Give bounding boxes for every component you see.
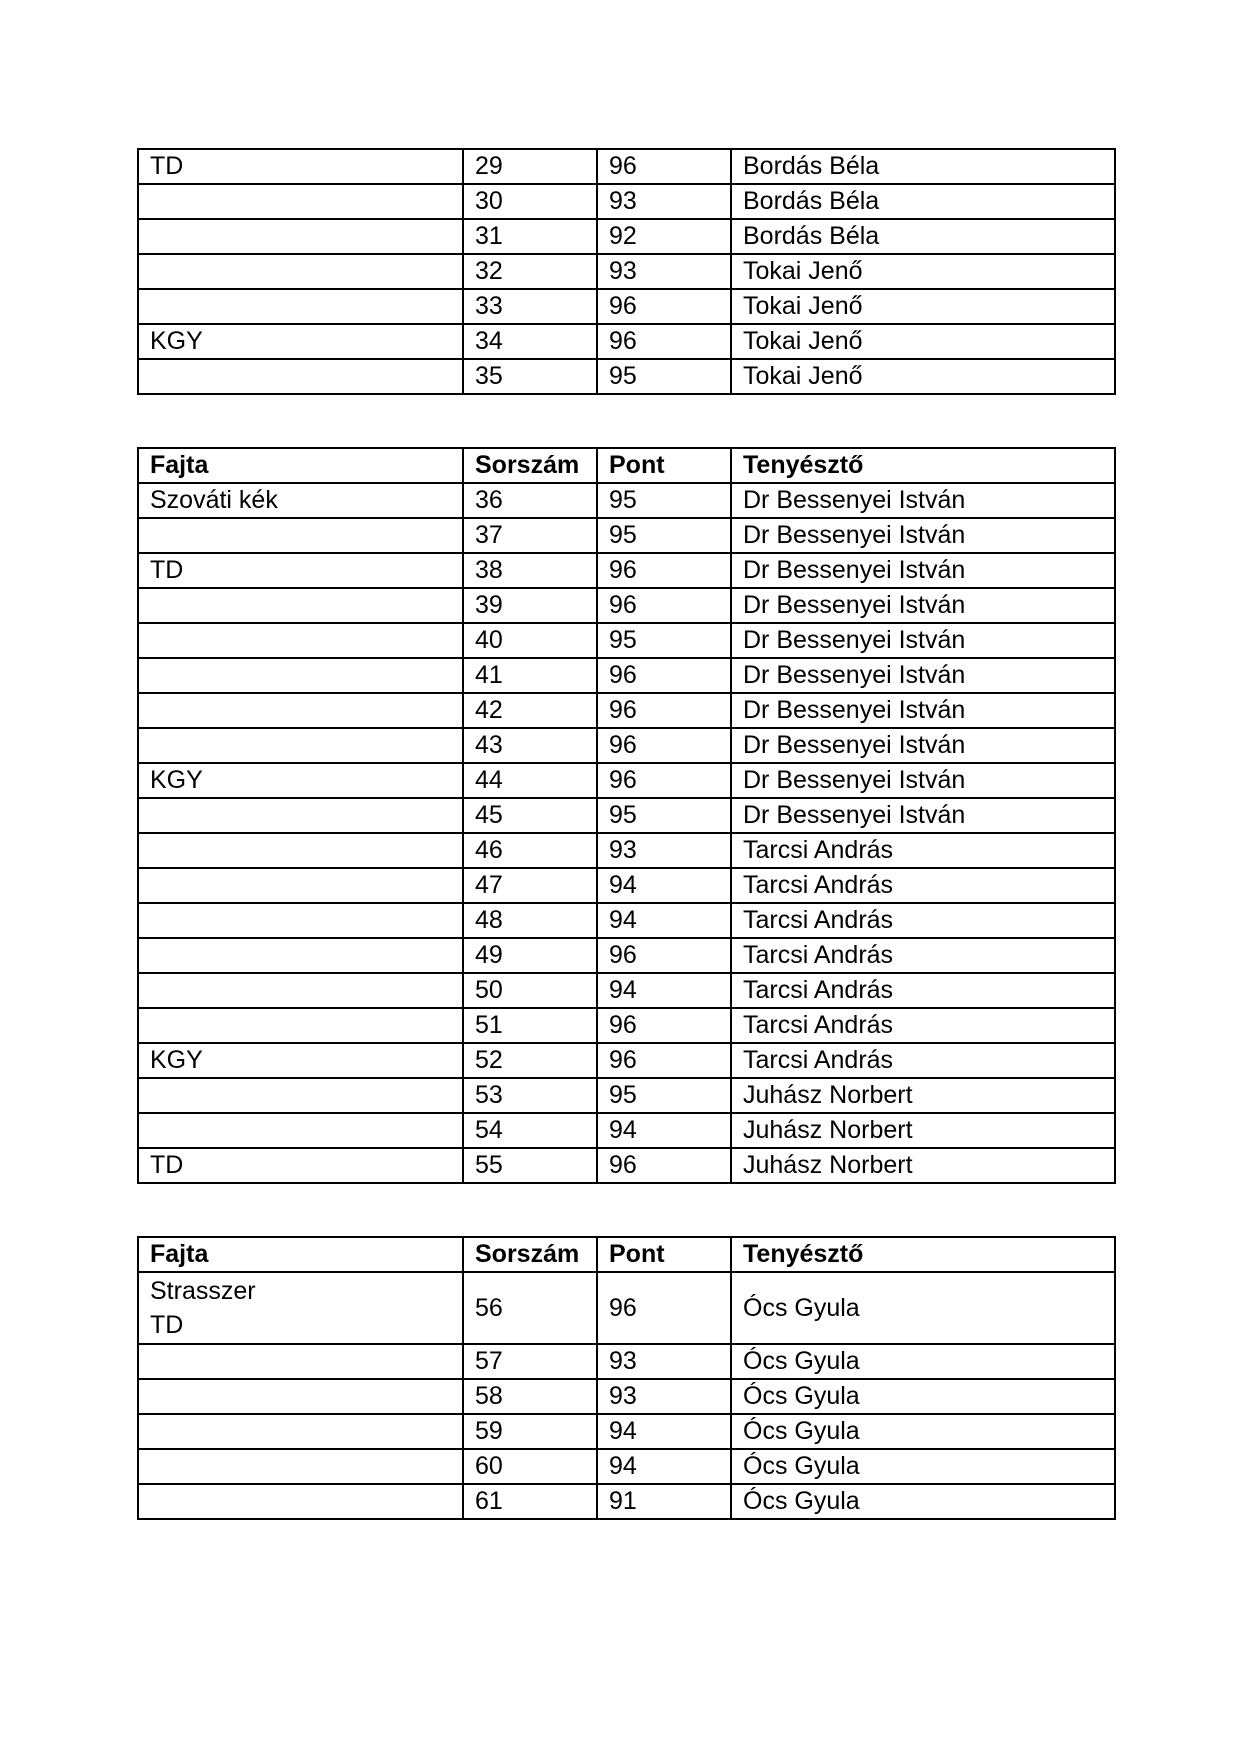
- cell-tenyeszto: Dr Bessenyei István: [731, 588, 1115, 623]
- cell-tenyeszto: Tarcsi András: [731, 1008, 1115, 1043]
- header-pont: Pont: [597, 1237, 731, 1272]
- cell-fajta: [138, 1344, 463, 1379]
- cell-fajta: [138, 518, 463, 553]
- cell-tenyeszto: Dr Bessenyei István: [731, 798, 1115, 833]
- cell-pont: 96: [597, 553, 731, 588]
- table-row: [138, 1008, 1115, 1043]
- cell-sorszam: 38: [463, 553, 597, 588]
- cell-tenyeszto: Bordás Béla: [731, 184, 1115, 219]
- cell-fajta: [138, 1113, 463, 1148]
- cell-tenyeszto: Juhász Norbert: [731, 1113, 1115, 1148]
- cell-fajta: [138, 1008, 463, 1043]
- cell-pont: 96: [597, 763, 731, 798]
- cell-fajta: [138, 289, 463, 324]
- cell-fajta: [138, 623, 463, 658]
- cell-fajta: [138, 219, 463, 254]
- cell-sorszam: 49: [463, 938, 597, 973]
- cell-tenyeszto: Tokai Jenő: [731, 254, 1115, 289]
- table-1-body: [138, 149, 1115, 394]
- cell-tenyeszto: Tokai Jenő: [731, 359, 1115, 394]
- cell-pont: 96: [597, 693, 731, 728]
- cell-sorszam: 61: [463, 1484, 597, 1519]
- table-row: [138, 658, 1115, 693]
- table-row: [138, 149, 1115, 184]
- cell-fajta: [138, 693, 463, 728]
- table-row: [138, 1078, 1115, 1113]
- table-row: [138, 1272, 1115, 1344]
- cell-sorszam: 55: [463, 1148, 597, 1183]
- table-row: [138, 359, 1115, 394]
- cell-sorszam: 53: [463, 1078, 597, 1113]
- table-row: [138, 184, 1115, 219]
- table-row: [138, 973, 1115, 1008]
- table-row: [138, 588, 1115, 623]
- table-row: [138, 833, 1115, 868]
- cell-fajta: [138, 1272, 463, 1344]
- cell-sorszam: 35: [463, 359, 597, 394]
- cell-sorszam: 48: [463, 903, 597, 938]
- cell-fajta: [138, 1379, 463, 1414]
- cell-pont: 93: [597, 833, 731, 868]
- cell-fajta: [138, 1484, 463, 1519]
- cell-pont: 92: [597, 219, 731, 254]
- cell-tenyeszto: Juhász Norbert: [731, 1148, 1115, 1183]
- table-spacer: [137, 1184, 1114, 1236]
- cell-fajta: KGY: [138, 1043, 463, 1078]
- cell-sorszam: 54: [463, 1113, 597, 1148]
- cell-tenyeszto: Ócs Gyula: [731, 1272, 1115, 1344]
- cell-pont: 95: [597, 483, 731, 518]
- cell-fajta: TD: [138, 1148, 463, 1183]
- table-row: [138, 1344, 1115, 1379]
- cell-fajta: [138, 798, 463, 833]
- header-fajta: Fajta: [138, 1237, 463, 1272]
- cell-pont: 94: [597, 1449, 731, 1484]
- table-row: [138, 903, 1115, 938]
- cell-sorszam: 30: [463, 184, 597, 219]
- cell-sorszam: 44: [463, 763, 597, 798]
- cell-pont: 96: [597, 324, 731, 359]
- cell-sorszam: 33: [463, 289, 597, 324]
- cell-fajta: [138, 254, 463, 289]
- cell-sorszam: 40: [463, 623, 597, 658]
- header-sorszam: Sorszám: [463, 448, 597, 483]
- table-3-body-rest: [138, 1344, 1115, 1519]
- cell-sorszam: 29: [463, 149, 597, 184]
- cell-fajta: Szováti kék: [138, 483, 463, 518]
- cell-fajta: KGY: [138, 324, 463, 359]
- cell-pont: 96: [597, 588, 731, 623]
- table-row: [138, 1113, 1115, 1148]
- header-fajta: Fajta: [138, 448, 463, 483]
- cell-tenyeszto: Tokai Jenő: [731, 289, 1115, 324]
- cell-tenyeszto: Tarcsi András: [731, 903, 1115, 938]
- cell-pont: 96: [597, 149, 731, 184]
- cell-tenyeszto: Dr Bessenyei István: [731, 693, 1115, 728]
- table-spacer: [137, 395, 1114, 447]
- cell-fajta: [138, 868, 463, 903]
- cell-fajta: [138, 1414, 463, 1449]
- cell-sorszam: 32: [463, 254, 597, 289]
- cell-pont: 96: [597, 1008, 731, 1043]
- cell-pont: 94: [597, 973, 731, 1008]
- cell-sorszam: 47: [463, 868, 597, 903]
- cell-pont: 95: [597, 798, 731, 833]
- cell-sorszam: 50: [463, 973, 597, 1008]
- cell-tenyeszto: Dr Bessenyei István: [731, 763, 1115, 798]
- breed-mark: TD: [150, 1311, 184, 1339]
- cell-pont: 93: [597, 184, 731, 219]
- cell-fajta: [138, 658, 463, 693]
- document-page: [137, 148, 1114, 1520]
- cell-pont: 96: [597, 728, 731, 763]
- cell-fajta: [138, 184, 463, 219]
- cell-tenyeszto: Tarcsi András: [731, 1043, 1115, 1078]
- cell-sorszam: 57: [463, 1344, 597, 1379]
- cell-sorszam: 60: [463, 1449, 597, 1484]
- table-row: [138, 1043, 1115, 1078]
- table-row: [138, 623, 1115, 658]
- cell-tenyeszto: Tarcsi András: [731, 938, 1115, 973]
- table-row: [138, 868, 1115, 903]
- breed-name: Strasszer: [150, 1277, 256, 1305]
- cell-pont: 96: [597, 1272, 731, 1344]
- cell-tenyeszto: Tarcsi András: [731, 833, 1115, 868]
- table-row: [138, 798, 1115, 833]
- cell-sorszam: 39: [463, 588, 597, 623]
- table-row: [138, 1484, 1115, 1519]
- cell-sorszam: 36: [463, 483, 597, 518]
- cell-sorszam: 45: [463, 798, 597, 833]
- cell-tenyeszto: Tokai Jenő: [731, 324, 1115, 359]
- header-pont: Pont: [597, 448, 731, 483]
- cell-sorszam: 31: [463, 219, 597, 254]
- cell-sorszam: 41: [463, 658, 597, 693]
- cell-fajta: TD: [138, 553, 463, 588]
- cell-fajta: [138, 833, 463, 868]
- cell-pont: 96: [597, 1043, 731, 1078]
- cell-pont: 96: [597, 1148, 731, 1183]
- cell-pont: 94: [597, 1113, 731, 1148]
- table-row: [138, 518, 1115, 553]
- cell-pont: 95: [597, 623, 731, 658]
- cell-tenyeszto: Dr Bessenyei István: [731, 518, 1115, 553]
- cell-pont: 94: [597, 903, 731, 938]
- cell-tenyeszto: Ócs Gyula: [731, 1344, 1115, 1379]
- table-row: [138, 1449, 1115, 1484]
- cell-tenyeszto: Ócs Gyula: [731, 1379, 1115, 1414]
- table-row: [138, 483, 1115, 518]
- table-row: [138, 254, 1115, 289]
- cell-pont: 95: [597, 518, 731, 553]
- cell-tenyeszto: Ócs Gyula: [731, 1484, 1115, 1519]
- header-tenyeszto: Tenyésztő: [731, 448, 1115, 483]
- table-row: [138, 219, 1115, 254]
- cell-fajta: [138, 938, 463, 973]
- cell-tenyeszto: Tarcsi András: [731, 868, 1115, 903]
- table-row: [138, 1148, 1115, 1183]
- table-row: [138, 289, 1115, 324]
- results-table-3: [137, 1236, 1116, 1520]
- cell-fajta: KGY: [138, 763, 463, 798]
- table-header-row: [138, 448, 1115, 483]
- cell-tenyeszto: Bordás Béla: [731, 149, 1115, 184]
- cell-pont: 93: [597, 1379, 731, 1414]
- cell-tenyeszto: Dr Bessenyei István: [731, 658, 1115, 693]
- header-sorszam: Sorszám: [463, 1237, 597, 1272]
- results-table-2: [137, 447, 1116, 1184]
- cell-tenyeszto: Dr Bessenyei István: [731, 553, 1115, 588]
- cell-sorszam: 56: [463, 1272, 597, 1344]
- cell-sorszam: 34: [463, 324, 597, 359]
- cell-fajta: [138, 359, 463, 394]
- cell-tenyeszto: Bordás Béla: [731, 219, 1115, 254]
- table-row: [138, 1379, 1115, 1414]
- cell-sorszam: 43: [463, 728, 597, 763]
- cell-fajta: [138, 903, 463, 938]
- cell-pont: 96: [597, 938, 731, 973]
- cell-pont: 94: [597, 868, 731, 903]
- cell-fajta: TD: [138, 149, 463, 184]
- cell-fajta: [138, 728, 463, 763]
- cell-tenyeszto: Tarcsi András: [731, 973, 1115, 1008]
- cell-sorszam: 42: [463, 693, 597, 728]
- cell-pont: 93: [597, 254, 731, 289]
- cell-sorszam: 37: [463, 518, 597, 553]
- cell-sorszam: 51: [463, 1008, 597, 1043]
- cell-tenyeszto: Dr Bessenyei István: [731, 728, 1115, 763]
- table-row: [138, 324, 1115, 359]
- cell-pont: 95: [597, 1078, 731, 1113]
- cell-fajta: [138, 973, 463, 1008]
- table-row: [138, 553, 1115, 588]
- table-row: [138, 938, 1115, 973]
- cell-pont: 96: [597, 289, 731, 324]
- cell-sorszam: 58: [463, 1379, 597, 1414]
- cell-tenyeszto: Ócs Gyula: [731, 1449, 1115, 1484]
- cell-sorszam: 59: [463, 1414, 597, 1449]
- cell-pont: 91: [597, 1484, 731, 1519]
- table-row: [138, 763, 1115, 798]
- cell-fajta: [138, 1449, 463, 1484]
- header-tenyeszto: Tenyésztő: [731, 1237, 1115, 1272]
- table-row: [138, 1414, 1115, 1449]
- cell-sorszam: 52: [463, 1043, 597, 1078]
- cell-pont: 94: [597, 1414, 731, 1449]
- cell-fajta: [138, 1078, 463, 1113]
- table-row: [138, 728, 1115, 763]
- table-header-row: [138, 1237, 1115, 1272]
- cell-tenyeszto: Ócs Gyula: [731, 1414, 1115, 1449]
- cell-tenyeszto: Juhász Norbert: [731, 1078, 1115, 1113]
- cell-tenyeszto: Dr Bessenyei István: [731, 623, 1115, 658]
- table-row: [138, 693, 1115, 728]
- cell-pont: 96: [597, 658, 731, 693]
- cell-sorszam: 46: [463, 833, 597, 868]
- cell-pont: 95: [597, 359, 731, 394]
- cell-tenyeszto: Dr Bessenyei István: [731, 483, 1115, 518]
- results-table-1: [137, 148, 1116, 395]
- table-2-body: [138, 483, 1115, 1183]
- table-3-body: [138, 1272, 1115, 1344]
- cell-pont: 93: [597, 1344, 731, 1379]
- cell-fajta: [138, 588, 463, 623]
